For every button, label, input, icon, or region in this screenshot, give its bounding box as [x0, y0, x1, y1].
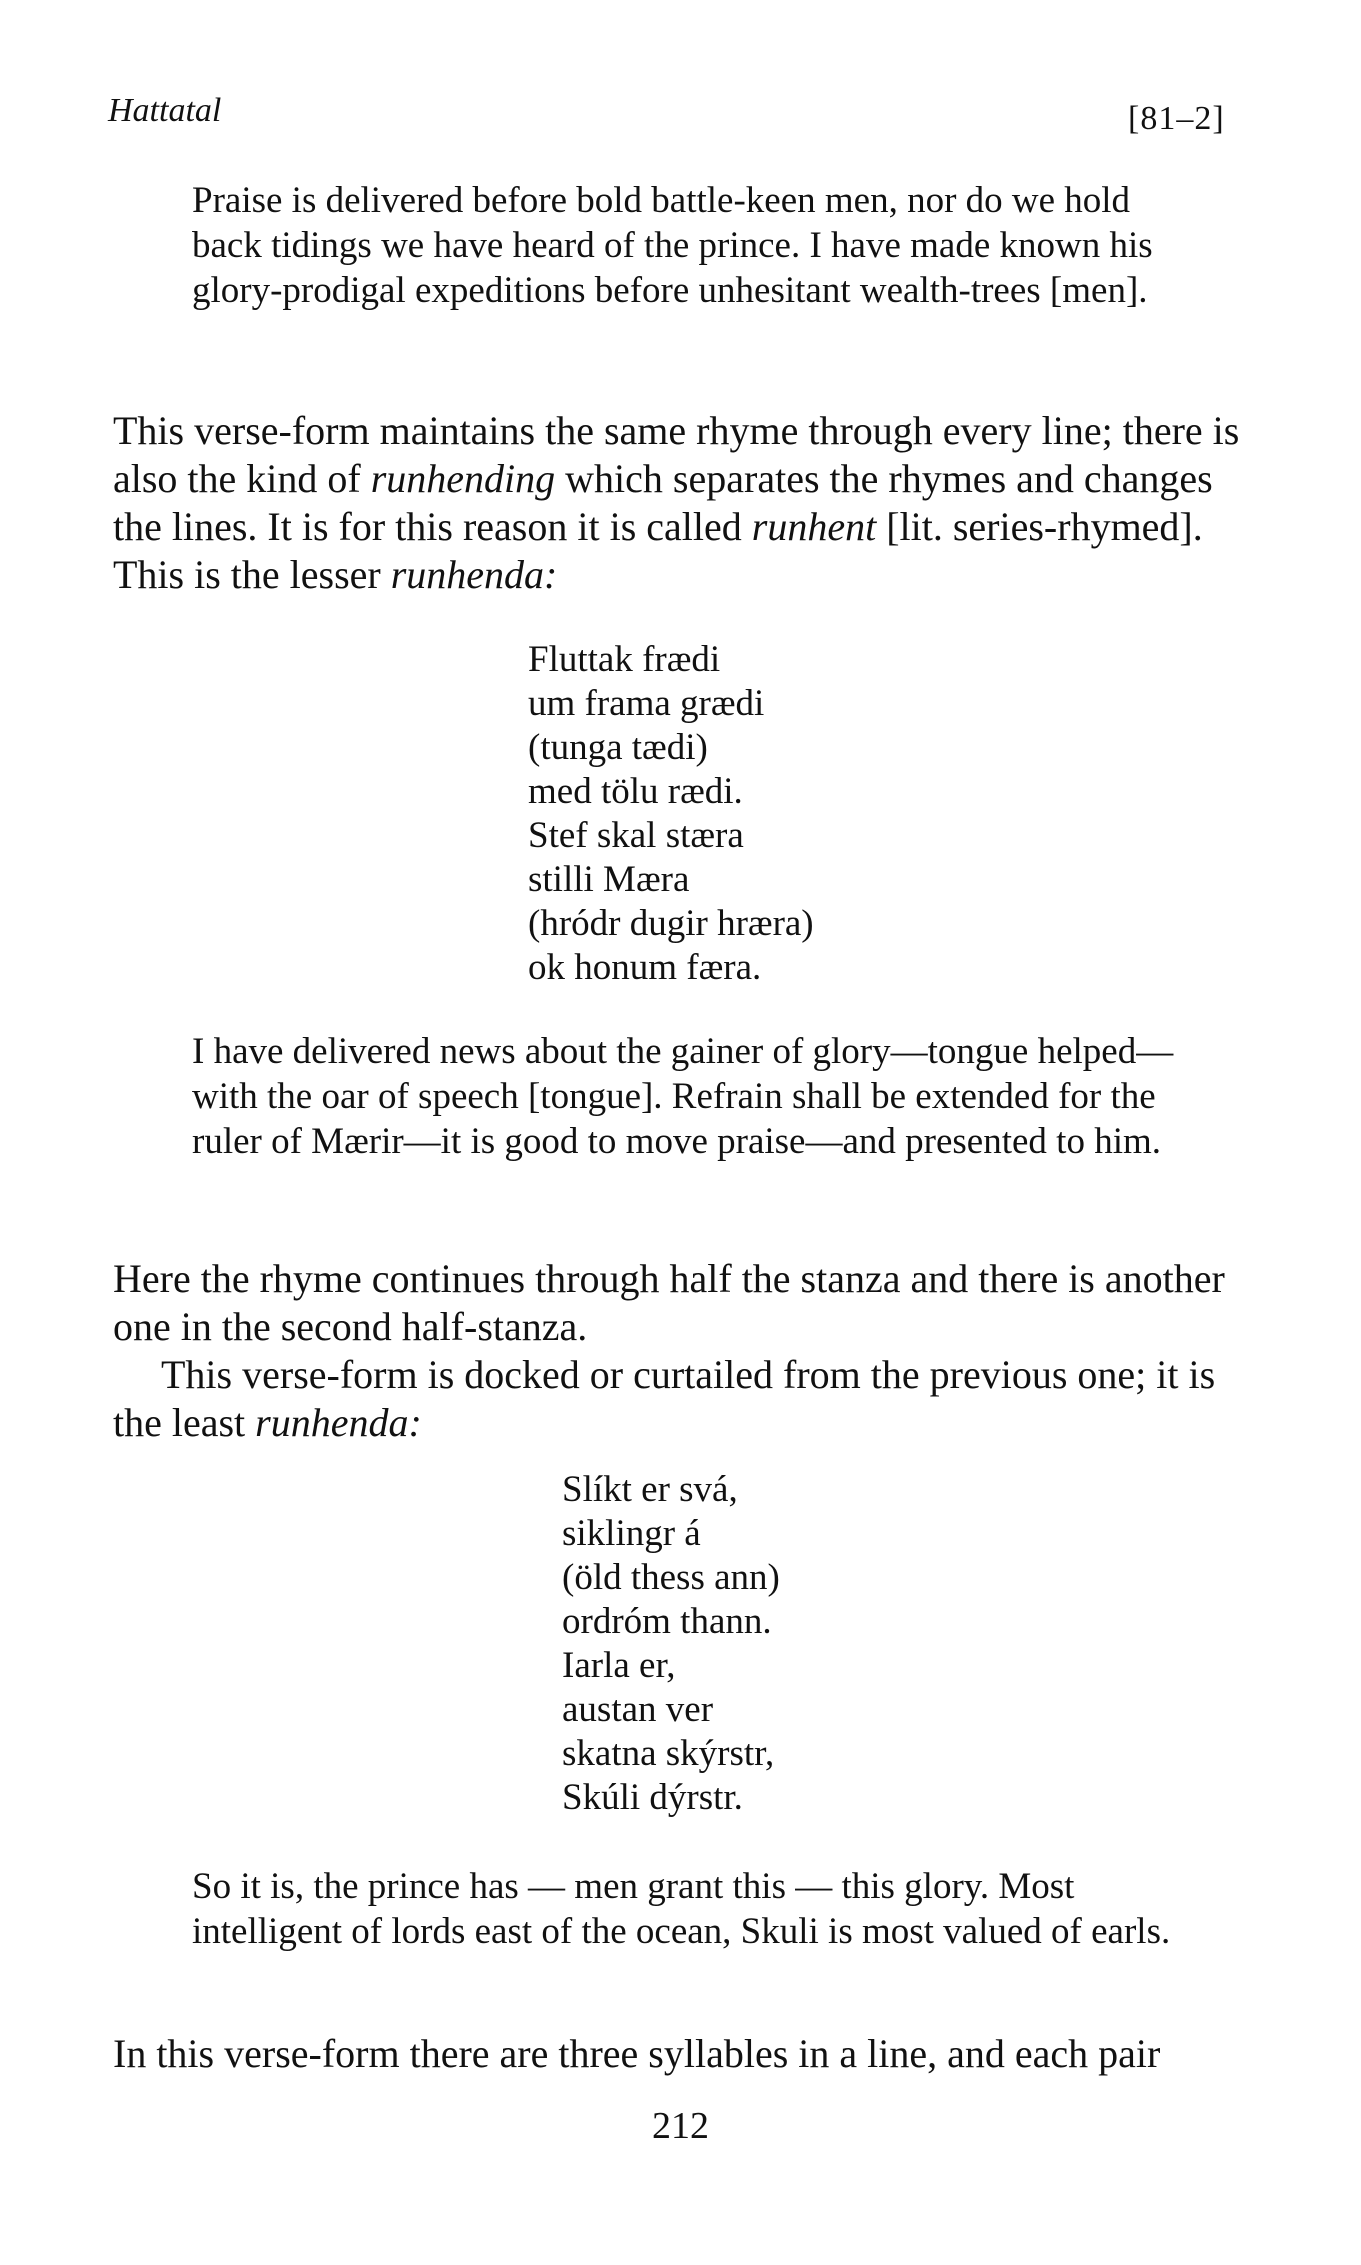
- term-runhenda: runhenda:: [255, 1400, 422, 1445]
- verse-line: (tunga tædi): [528, 727, 708, 768]
- verse-line: (hródr dugir hræra): [528, 903, 814, 944]
- prose-paragraph-1: [113, 407, 1253, 599]
- verse-line: ok honum færa.: [528, 947, 762, 988]
- verse-line: Stef skal stæra: [528, 815, 744, 856]
- prose-text: This verse-form maintains the same rhyme through every line; there is also the kind of: [113, 408, 1240, 501]
- verse-line: Fluttak frædi: [528, 639, 721, 680]
- prose-paragraph-2-text: Here the rhyme continues through half the stanza and there is another one in the second half-stanza.: [113, 1256, 1225, 1349]
- prose-text: This verse-form is docked or curtailed from the previous one; it is the least: [113, 1352, 1216, 1445]
- prose-paragraph-2: [113, 1255, 1253, 1447]
- prose-text: [lit. series-rhymed]. This is the lesser: [113, 504, 1203, 597]
- prose-paragraph-1-text: [113, 407, 1253, 599]
- verse-stanza-2: [562, 1468, 780, 1820]
- term-runhending: runhending: [370, 456, 556, 501]
- translation-paragraph-1: Praise is delivered before bold battle-keen men, nor do we hold back tidings we have heard of the prince. I have made known his glory-prodigal expeditions before unhesitant wealth-trees [men].: [192, 180, 1153, 311]
- translation-paragraph-3: So it is, the prince has — men grant this — this glory. Most intelligent of lords east of the ocean, Skuli is most valued of earls.: [192, 1866, 1171, 1952]
- verse-stanza-1: [528, 638, 814, 990]
- verse-line: skatna skýrstr,: [562, 1733, 775, 1774]
- term-runhenda: runhenda:: [390, 552, 558, 597]
- prose-paragraph-3-text: [113, 1351, 1253, 1447]
- section-reference: [81–2]: [1128, 100, 1225, 137]
- verse-line: Iarla er,: [562, 1645, 676, 1686]
- running-title: Hattatal: [108, 92, 222, 129]
- page-number: 212: [652, 2105, 709, 2147]
- verse-line: med tölu rædi.: [528, 771, 743, 812]
- verse-line: um frama grædi: [528, 683, 765, 724]
- term-runhent: runhent: [751, 504, 877, 549]
- verse-line: stilli Mæra: [528, 859, 690, 900]
- prose-paragraph-4: In this verse-form there are three syllables in a line, and each pair: [113, 2031, 1161, 2076]
- verse-line: (öld thess ann): [562, 1557, 780, 1598]
- verse-line: siklingr á: [562, 1513, 701, 1554]
- verse-line: ordróm thann.: [562, 1601, 772, 1642]
- verse-line: Slíkt er svá,: [562, 1469, 738, 1510]
- verse-line: Skúli dýrstr.: [562, 1777, 743, 1818]
- translation-paragraph-2: I have delivered news about the gainer of glory—tongue helped—with the oar of speech [tongue]. Refrain shall be extended for the ruler of Mærir—it is good to move praise—and presented to him.: [192, 1031, 1174, 1162]
- verse-line: austan ver: [562, 1689, 714, 1730]
- prose-text: which separates the rhymes and changes the lines. It is for this reason it is called: [113, 456, 1213, 549]
